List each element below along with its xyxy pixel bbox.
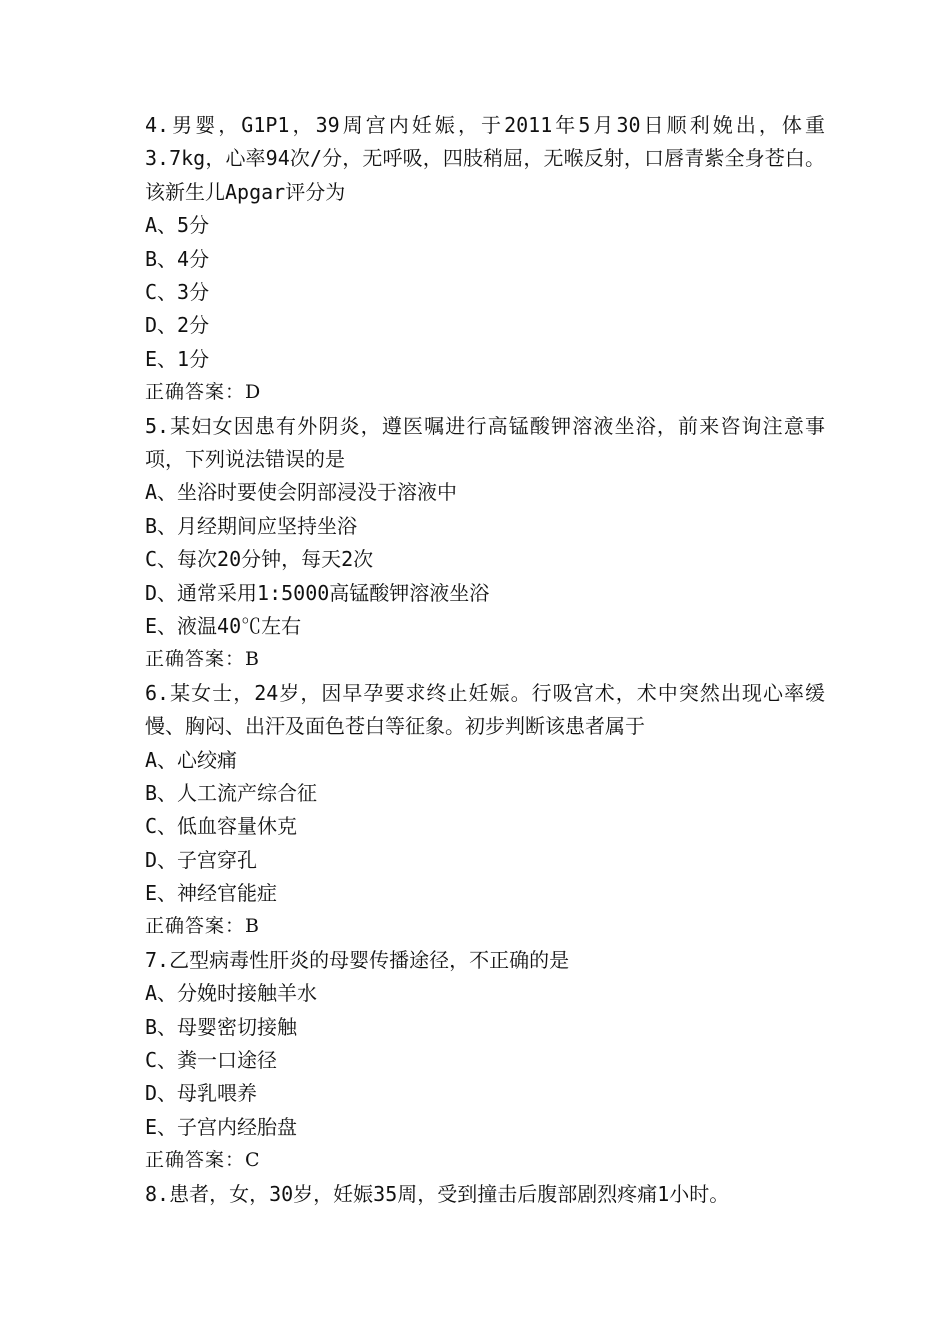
option-e: E、液温40℃左右	[145, 613, 302, 638]
option-b: B、母婴密切接触	[145, 1014, 298, 1039]
option-b: B、人工流产综合征	[145, 780, 318, 805]
option-d: D、子宫穿孔	[145, 847, 258, 872]
question-list	[145, 109, 825, 1211]
option-e: E、子宫内经胎盘	[145, 1114, 298, 1139]
question-stem: 7.乙型病毒性肝炎的母婴传播途径，不正确的是	[145, 947, 570, 972]
option-a: A、坐浴时要使会阴部浸没于溶液中	[145, 480, 458, 505]
option-c: C、粪一口途径	[145, 1048, 278, 1073]
question-stem: 8.患者，女，30岁，妊娠35周，受到撞击后腹部剧烈疼痛1小时。	[145, 1181, 730, 1206]
correct-answer: 正确答案：B	[145, 915, 260, 938]
option-c: C、低血容量休克	[145, 814, 298, 839]
option-a: A、分娩时接触羊水	[145, 981, 318, 1006]
option-b: B、4分	[145, 246, 210, 271]
option-d: D、通常采用1:5000高锰酸钾溶液坐浴	[145, 580, 490, 605]
option-c: C、每次20分钟，每天2次	[145, 547, 374, 572]
option-d: D、母乳喂养	[145, 1081, 258, 1106]
correct-answer: 正确答案：D	[145, 381, 262, 404]
option-a: A、心绞痛	[145, 747, 238, 772]
option-b: B、月经期间应坚持坐浴	[145, 513, 358, 538]
correct-answer: 正确答案：B	[145, 648, 260, 671]
option-e: E、1分	[145, 346, 210, 371]
question-stem: 6.某女士，24岁，因早孕要求终止妊娠。行吸宫术，术中突然出现心率缓慢、胸闷、出汗及面色苍白等征象。初步判断该患者属于	[145, 680, 825, 739]
option-c: C、3分	[145, 280, 210, 304]
option-d: D、2分	[145, 313, 210, 338]
correct-answer: 正确答案：C	[145, 1149, 261, 1172]
question-stem: 5.某妇女因患有外阴炎，遵医嘱进行高锰酸钾溶液坐浴，前来咨询注意事项，下列说法错误的是	[145, 413, 825, 471]
option-e: E、神经官能症	[145, 881, 278, 906]
question-stem: 4.男婴，G1P1，39周宫内妊娠，于2011年5月30日顺利娩出，体重3.7kg，心率94次/分，无呼吸，四肢稍屈，无喉反射，口唇青紫全身苍白。该新生儿Apgar评分为	[145, 113, 825, 204]
option-a: A、5分	[145, 213, 210, 238]
